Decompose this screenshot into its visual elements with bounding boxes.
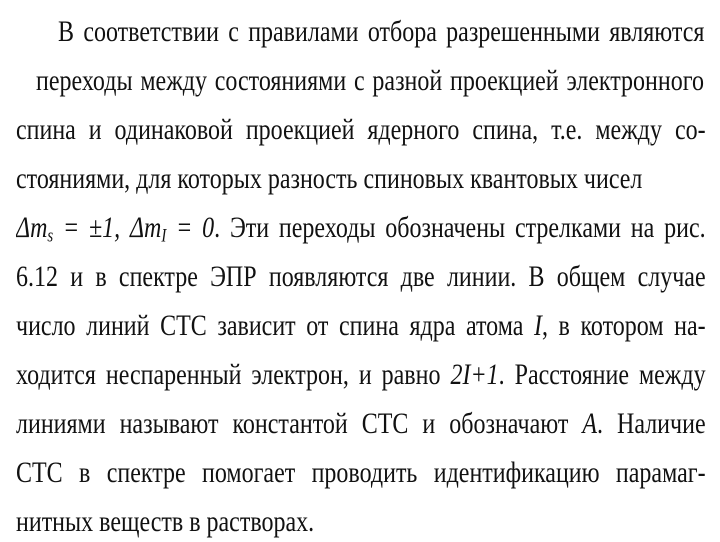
text-line-3: спина и одинаковой проекцией ядерного спина, т.е. между со-: [16, 113, 706, 146]
line-8-before: ходится неспаренный электрон, и равно: [16, 358, 451, 391]
delta-mi-symbol: Δm: [129, 211, 162, 244]
delta-mi-subscript: I: [161, 225, 167, 247]
line-9-before: линиями называют константой СТС и обозначают: [16, 407, 583, 440]
hfs-constant-symbol: A: [582, 407, 597, 440]
text-line-7: [16, 306, 706, 346]
delta-ms-value: = ±1,: [53, 211, 130, 244]
line-9-after: . Наличие: [597, 407, 706, 440]
text-line-8: [16, 355, 706, 395]
text-line-11: нитных веществ в растворах.: [16, 505, 315, 538]
delta-mi-value: = 0: [166, 211, 215, 244]
line-8-after: . Расстояние между: [498, 358, 706, 391]
delta-ms-subscript: s: [47, 225, 54, 247]
line-7-before: число линий СТС зависит от спина ядра атома: [16, 309, 534, 342]
text-line-4: стояниями, для которых разность спиновых квантовых чисел: [16, 162, 643, 195]
line-5-rest: . Эти переходы обозначены стрелками на рис.: [214, 211, 706, 244]
line-count-formula: 2I+1: [450, 358, 499, 391]
text-line-9: [16, 404, 706, 444]
text-line-10: СТС в спектре помогает проводить идентификацию парамаг-: [16, 456, 706, 489]
text-line-6: 6.12 и в спектре ЭПР появляются две линии. В общем случае: [16, 260, 706, 293]
text-line-1: В соответствии с правилами отбора разрешенными являются: [58, 15, 705, 48]
text-line-5: [16, 208, 706, 248]
delta-ms-symbol: Δm: [16, 211, 48, 244]
text-line-2: переходы между состояниями с разной проекцией электронного: [36, 64, 704, 97]
nuclear-spin-symbol: I: [533, 309, 542, 342]
line-7-after: , в котором на-: [541, 309, 706, 342]
